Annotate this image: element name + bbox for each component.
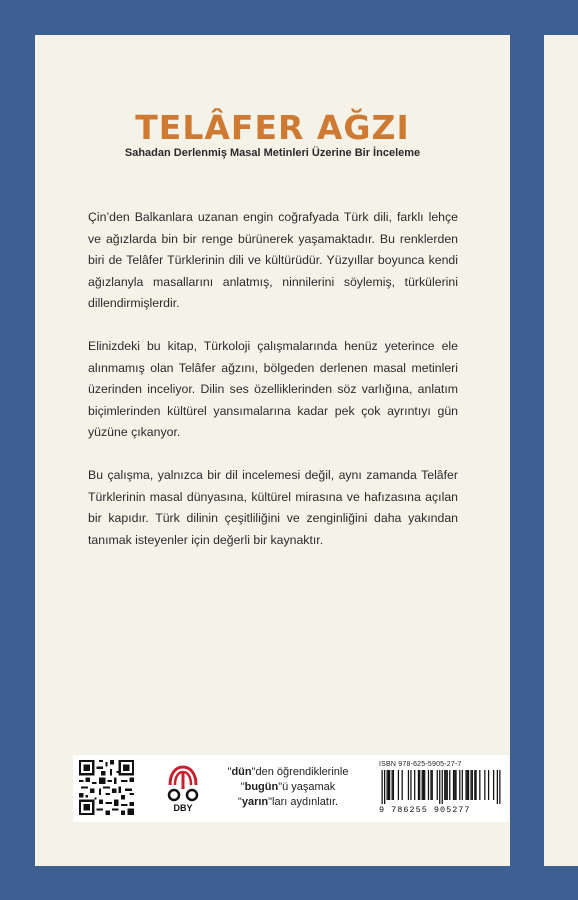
barcode-bar — [475, 770, 476, 800]
barcode-bar — [444, 770, 445, 800]
slogan-word-dun: dün — [231, 766, 252, 778]
qr-code-icon — [79, 760, 134, 815]
barcode-bar — [470, 770, 471, 800]
barcode-bar — [465, 770, 466, 800]
back-cover — [35, 35, 510, 866]
barcode-bar — [449, 770, 450, 800]
barcode-bar — [497, 770, 498, 804]
blurb-paragraph-2: Elinizdeki bu kitap, Türkoloji çalışmalarında henüz yeterince ele alınmamış olan Telâfer ağzını, bölgeden derlenen masal metinleri üzerinden inceliyor. Dilin ses özelliklerinden söz varlığına, anlatım biçimlerinden kültürel yansımalarına kadar pek çok ayrıntıyı gün yüzüne çıkanyor. — [88, 338, 458, 440]
barcode-bar — [418, 770, 419, 800]
adjacent-cover-edge — [544, 35, 578, 866]
publisher-logo-text: DBY — [173, 803, 193, 813]
barcode-bar — [388, 770, 389, 800]
barcode-bar — [447, 770, 448, 800]
barcode-bar — [459, 770, 460, 800]
barcode-bar — [428, 770, 429, 800]
barcode-bar — [419, 770, 420, 800]
barcode-bar — [424, 770, 425, 800]
barcode-bar — [382, 770, 383, 804]
barcode-bar — [384, 770, 385, 804]
barcode-bar — [398, 770, 399, 800]
barcode-bar — [442, 770, 443, 804]
barcode-bar — [408, 770, 409, 800]
footer-strip — [73, 755, 509, 822]
barcode-bar — [474, 770, 475, 800]
isbn-label: ISBN 978-625-5905-27-7 — [379, 761, 462, 768]
isbn-digits: 9 786255 905277 — [379, 805, 471, 815]
barcode-bar — [392, 770, 393, 800]
slogan-word-bugun: bugün — [244, 781, 279, 793]
barcode-bar — [402, 770, 403, 800]
publisher-logo — [162, 763, 204, 813]
barcode-bar — [467, 770, 468, 800]
book-subtitle: Sahadan Derlenmiş Masal Metinleri Üzerine Bir İnceleme — [124, 147, 421, 159]
barcode-bar — [468, 770, 469, 800]
blurb-paragraph-1: Çin’den Balkanlara uzanan engin coğrafyada Türk dili, farklı lehçe ve ağızlarda bin bir renge bürünerek yaşamaktadır. Bu renklerden biri de Telâfer Türklerinin dili ve kültürüdür. Yüzyıllar boyunca kendi ağızlanyla masallarını anlatmış, ninnilerini söylemiş, türkülerini dillendirmişlerdir. — [88, 210, 458, 311]
isbn-barcode — [379, 770, 503, 804]
barcode-bar — [493, 770, 494, 800]
barcode-bar — [414, 770, 415, 800]
barcode-bar — [445, 770, 446, 800]
barcode-bar — [430, 770, 431, 800]
publisher-slogan: "dün"den öğrendiklerinle "bugün"ü yaşamak "yarın"ları aydınlatır. — [227, 766, 349, 808]
barcode-bar — [422, 770, 423, 800]
barcode-bar — [423, 770, 424, 800]
slogan-word-yarin: yarın — [241, 796, 269, 808]
barcode-bar — [432, 770, 433, 800]
book-title: TELÂFER AĞZI — [135, 108, 410, 147]
barcode-bar — [410, 770, 411, 800]
barcode-bar — [472, 770, 473, 800]
blurb — [88, 207, 458, 572]
barcode-bar — [393, 770, 394, 800]
barcode-bar — [462, 770, 463, 800]
barcode-bar — [439, 770, 440, 804]
barcode-bar — [437, 770, 438, 800]
barcode-bar — [389, 770, 390, 800]
barcode-bar — [484, 770, 485, 800]
barcode-bar — [479, 770, 480, 800]
barcode-bar — [499, 770, 500, 804]
blurb-paragraph-3: Bu çalışma, yalnızca bir dil incelemesi değil, aynı zamanda Telâfer Türklerinin masal dünyasına, kültürel mirasına ve hafızasına açılan bir kapıdır. Türk dilinin çeşitliliğini ve zenginliğini daha yakından tanımak isteyenler için değerli bir kaynaktır. — [88, 467, 458, 547]
barcode-bar — [454, 770, 455, 800]
barcode-bar — [387, 770, 388, 800]
barcode-bar — [455, 770, 456, 800]
barcode-bar — [453, 770, 454, 800]
barcode-bar — [488, 770, 489, 800]
isbn-block — [379, 761, 503, 815]
